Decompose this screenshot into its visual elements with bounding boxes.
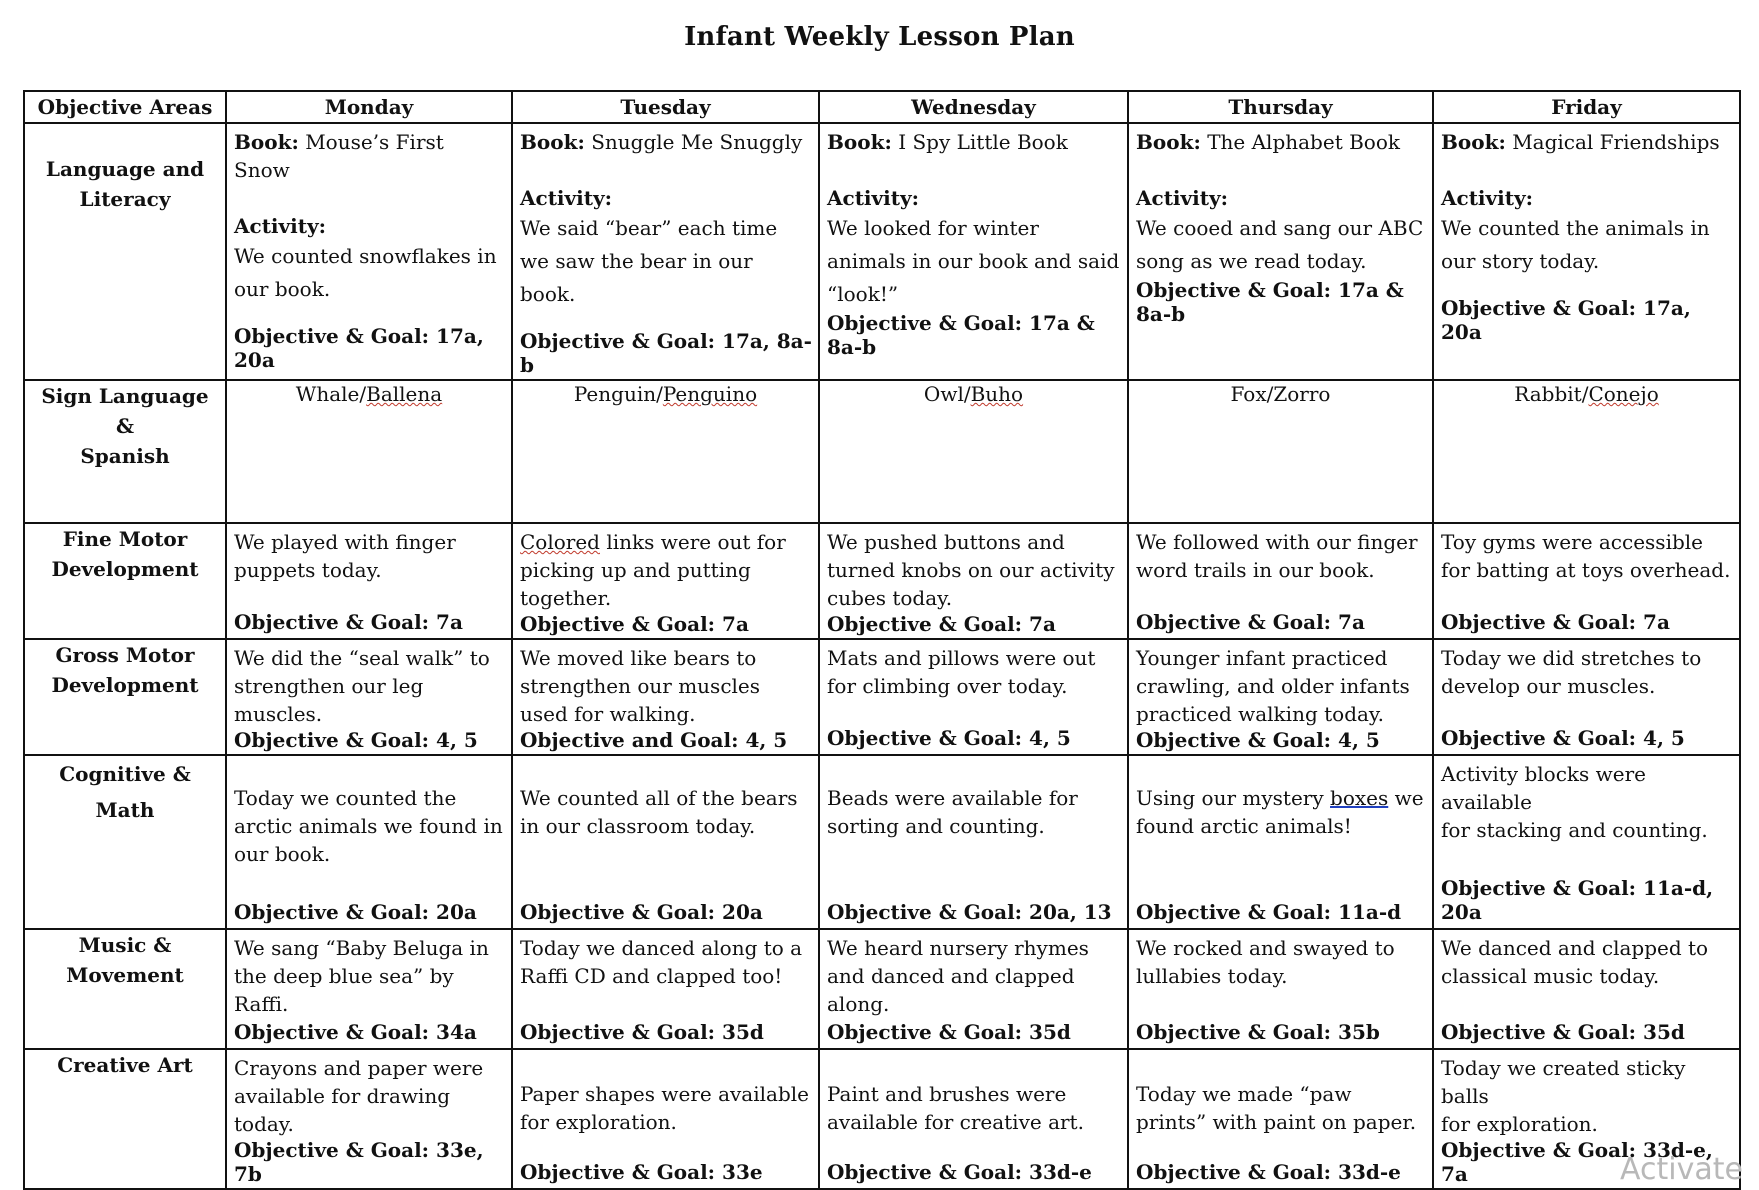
activity-text: We danced and clapped to classical music today. (1441, 936, 1709, 988)
area-label-line: Music & (78, 933, 172, 957)
activity-text: Toy gyms were accessible for batting at toys overhead. (1441, 530, 1731, 582)
area-cognitive-math (24, 755, 226, 929)
area-label-line: & (115, 414, 135, 438)
book-title: I Spy Little Book (898, 130, 1068, 154)
activity-text: We counted the animals in our story today. (1441, 216, 1710, 273)
cell-literacy-thursday (1128, 123, 1433, 380)
area-label-line: Creative Art (57, 1053, 193, 1077)
lesson-plan-table (23, 90, 1741, 1190)
spelling-flagged-word: Colored (520, 530, 600, 554)
cell-music-monday (226, 929, 512, 1049)
objective-goal: Objective & Goal: 33e, 7b (234, 1138, 484, 1186)
cell-music-tuesday (512, 929, 819, 1049)
activity-label: Activity: (827, 186, 919, 210)
objective-goal: Objective & Goal: 17a & 8a-b (1136, 278, 1404, 326)
cell-art-friday (1433, 1049, 1743, 1189)
activity-text: We counted all of the bears in our classroom today. (520, 786, 798, 838)
cell-gross-monday (226, 639, 512, 755)
activation-watermark: Activate (1620, 1152, 1743, 1187)
activity-text: We played with finger puppets today. (234, 530, 456, 582)
cell-gross-tuesday (512, 639, 819, 755)
activity-text: We followed with our finger word trails in our book. (1136, 530, 1418, 582)
row-fine-motor (24, 523, 1740, 639)
activity-text: Younger infant practiced crawling, and older infants practiced walking today. (1136, 646, 1410, 726)
activity-text-wrap (520, 528, 812, 612)
book-title: Mouse’s First Snow (234, 130, 444, 182)
activity-text: Crayons and paper were available for drawing today. (234, 1056, 484, 1136)
objective-goal: Objective & Goal: 17a, 20a (1441, 296, 1691, 344)
sign-word: Penguin/ (573, 382, 663, 406)
activity-text: We said “bear” each time we saw the bear in our book. (520, 216, 778, 306)
cell-cognitive-wednesday (819, 755, 1128, 929)
activity-text: We moved like bears to strengthen our muscles used for walking. (520, 646, 761, 726)
cell-fine-friday (1433, 523, 1740, 639)
objective-goal: Objective & Goal: 7a (827, 612, 1056, 636)
area-gross-motor (24, 639, 226, 755)
book-title: Snuggle Me Snuggly (591, 130, 803, 154)
area-label-line: Development (51, 673, 199, 697)
cell-fine-monday (226, 523, 512, 639)
objective-goal: Objective & Goal: 4, 5 (827, 726, 1071, 750)
spanish-word: Conejo (1588, 382, 1659, 406)
area-label-line: Spanish (80, 444, 170, 468)
area-label-line: Sign Language (41, 384, 209, 408)
header-thursday: Thursday (1128, 91, 1433, 123)
area-language-literacy (24, 123, 226, 380)
objective-goal: Objective & Goal: 7a (520, 612, 749, 636)
objective-goal: Objective & Goal: 4, 5 (1441, 726, 1685, 750)
objective-goal: Objective & Goal: 7a (1136, 610, 1365, 634)
activity-label: Activity: (1441, 186, 1533, 210)
row-gross-motor (24, 639, 1740, 755)
activity-text: for exploration. (1441, 1112, 1598, 1136)
cell-art-monday (226, 1049, 512, 1189)
objective-goal: Objective & Goal: 11a-d (1136, 900, 1402, 924)
area-label-line: Gross Motor (55, 643, 195, 667)
activity-text: for stacking and counting. (1441, 818, 1708, 842)
header-tuesday: Tuesday (512, 91, 819, 123)
cell-art-wednesday (819, 1049, 1128, 1189)
grammar-flagged-word: boxes (1330, 786, 1389, 810)
spanish-word: Zorro (1273, 382, 1331, 406)
area-fine-motor (24, 523, 226, 639)
sign-word: Rabbit/ (1514, 382, 1589, 406)
activity-text: We rocked and swayed to lullabies today. (1136, 936, 1395, 988)
area-label-line: Movement (66, 963, 184, 987)
area-creative-art (24, 1049, 226, 1189)
activity-text: Today we did stretches to develop our muscles. (1441, 646, 1702, 698)
activity-text: We counted snowflakes in our book. (234, 244, 497, 301)
objective-goal: Objective & Goal: 20a, 13 (827, 900, 1112, 924)
area-label-line: Language and (45, 157, 205, 181)
area-label-line: Development (51, 557, 199, 581)
activity-text: Activity blocks were available (1441, 762, 1646, 814)
spanish-word: Buho (970, 382, 1024, 406)
objective-goal: Objective & Goal: 33d-e, 7a (1441, 1138, 1713, 1186)
area-label-line: Literacy (79, 187, 171, 211)
sign-word: Whale/ (295, 382, 367, 406)
book-label: Book: (234, 130, 299, 154)
objective-goal: Objective & Goal: 4, 5 (234, 728, 478, 752)
cell-sign-wednesday (819, 380, 1128, 523)
objective-goal: Objective & Goal: 33d-e (827, 1160, 1092, 1184)
objective-goal: Objective & Goal: 11a-d, 20a (1441, 876, 1714, 924)
cell-gross-thursday (1128, 639, 1433, 755)
activity-text: Today we created sticky balls (1441, 1056, 1686, 1108)
objective-goal: Objective & Goal: 20a (234, 900, 477, 924)
activity-text: Using our mystery (1136, 786, 1331, 810)
cell-sign-thursday (1128, 380, 1433, 523)
sign-word: Fox/ (1230, 382, 1274, 406)
book-label: Book: (1136, 130, 1201, 154)
activity-text: We looked for winter animals in our book and said “look!” (827, 216, 1120, 306)
objective-goal: Objective & Goal: 17a, 20a (234, 324, 484, 372)
cell-literacy-wednesday (819, 123, 1128, 380)
cell-sign-friday (1433, 380, 1740, 523)
objective-goal: Objective & Goal: 17a & 8a-b (827, 311, 1095, 359)
cell-fine-wednesday (819, 523, 1128, 639)
cell-fine-tuesday (512, 523, 819, 639)
objective-goal: Objective & Goal: 33d-e (1136, 1160, 1401, 1184)
activity-text: Today we danced along to a Raffi CD and clapped too! (520, 936, 803, 988)
cell-music-friday (1433, 929, 1740, 1049)
activity-text: Paper shapes were available for exploration. (520, 1082, 809, 1134)
objective-goal: Objective & Goal: 35d (520, 1020, 764, 1044)
activity-text: We pushed buttons and turned knobs on our activity cubes today. (827, 530, 1115, 610)
activity-text: Paint and brushes were available for creative art. (827, 1082, 1084, 1134)
cell-literacy-tuesday (512, 123, 819, 380)
objective-goal: Objective & Goal: 7a (1441, 610, 1670, 634)
objective-goal: Objective & Goal: 34a (234, 1020, 477, 1044)
book-label: Book: (827, 130, 892, 154)
activity-text: Beads were available for sorting and counting. (827, 786, 1078, 838)
area-label-line: Fine Motor (62, 527, 188, 551)
area-label-line: Cognitive & (59, 762, 191, 786)
activity-text: We did the “seal walk” to strengthen our leg muscles. (234, 646, 490, 726)
book-label: Book: (1441, 130, 1506, 154)
area-label-line: Math (95, 798, 155, 822)
row-music-movement (24, 929, 1740, 1049)
activity-text: Mats and pillows were out for climbing over today. (827, 646, 1096, 698)
header-row (24, 91, 1740, 123)
cell-cognitive-monday (226, 755, 512, 929)
book-title: Magical Friendships (1512, 130, 1720, 154)
spanish-word: Penguino (662, 382, 758, 406)
area-music-movement (24, 929, 226, 1049)
activity-label: Activity: (1136, 186, 1228, 210)
objective-goal: Objective and Goal: 4, 5 (520, 728, 788, 752)
objective-goal: Objective & Goal: 20a (520, 900, 763, 924)
sign-word: Owl/ (923, 382, 971, 406)
objective-goal: Objective & Goal: 35d (1441, 1020, 1685, 1044)
cell-gross-wednesday (819, 639, 1128, 755)
cell-cognitive-friday (1433, 755, 1740, 929)
cell-cognitive-tuesday (512, 755, 819, 929)
activity-text: We sang “Baby Beluga in the deep blue sea” by Raffi. (234, 936, 489, 1016)
objective-goal: Objective & Goal: 7a (234, 610, 463, 634)
activity-text: Today we counted the arctic animals we found in our book. (234, 786, 503, 866)
row-creative-art (24, 1049, 1740, 1189)
header-monday: Monday (226, 91, 512, 123)
activity-text: Today we made “paw prints” with paint on paper. (1136, 1082, 1417, 1134)
objective-goal: Objective & Goal: 35b (1136, 1020, 1380, 1044)
cell-music-wednesday (819, 929, 1128, 1049)
spanish-word: Ballena (366, 382, 443, 406)
activity-text-wrap (1136, 784, 1426, 840)
objective-goal: Objective & Goal: 33e (520, 1160, 763, 1184)
row-sign-language (24, 380, 1740, 523)
cell-literacy-friday (1433, 123, 1740, 380)
row-cognitive-math (24, 755, 1740, 929)
activity-text: We cooed and sang our ABC song as we read today. (1136, 216, 1424, 273)
cell-art-tuesday (512, 1049, 819, 1189)
book-label: Book: (520, 130, 585, 154)
objective-goal: Objective & Goal: 4, 5 (1136, 728, 1380, 752)
activity-text: we found arctic animals! (1136, 786, 1424, 838)
page-title: Infant Weekly Lesson Plan (684, 22, 1075, 52)
cell-literacy-monday (226, 123, 512, 380)
header-objective-areas: Objective Areas (24, 91, 226, 123)
cell-sign-monday (226, 380, 512, 523)
cell-gross-friday (1433, 639, 1740, 755)
cell-music-thursday (1128, 929, 1433, 1049)
header-friday: Friday (1433, 91, 1740, 123)
activity-text: links were out for picking up and putting together. (520, 530, 786, 610)
objective-goal: Objective & Goal: 17a, 8a-b (520, 329, 812, 377)
activity-label: Activity: (234, 214, 326, 238)
row-language-literacy (24, 123, 1740, 380)
cell-sign-tuesday (512, 380, 819, 523)
header-wednesday: Wednesday (819, 91, 1128, 123)
activity-text: We heard nursery rhymes and danced and clapped along. (827, 936, 1089, 1016)
book-title: The Alphabet Book (1207, 130, 1400, 154)
area-sign-language (24, 380, 226, 523)
objective-goal: Objective & Goal: 35d (827, 1020, 1071, 1044)
cell-art-thursday (1128, 1049, 1433, 1189)
cell-cognitive-thursday (1128, 755, 1433, 929)
activity-label: Activity: (520, 186, 612, 210)
cell-fine-thursday (1128, 523, 1433, 639)
